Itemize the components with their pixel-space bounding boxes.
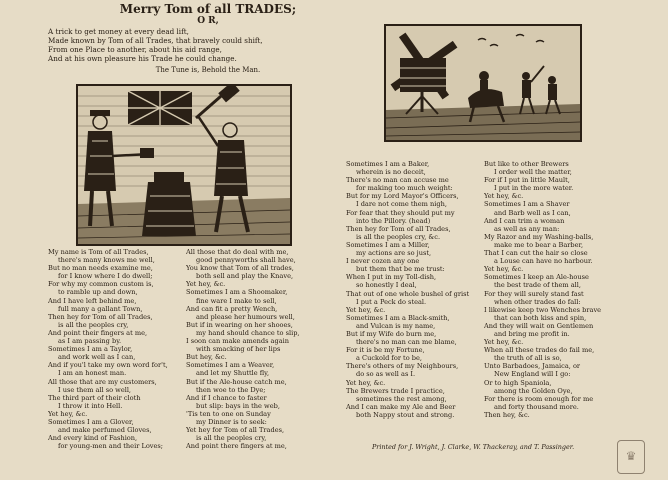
verse-line: I never cozen any one	[346, 257, 420, 266]
verse-line: and Barb well as I can,	[494, 208, 571, 217]
verse-line: And I can make my Ale and Beer	[346, 402, 456, 411]
verse-line: is all the peoples cry,	[196, 434, 267, 443]
verse-line: Sometimes I am a Shoomaker,	[186, 288, 288, 297]
verse-line: I am an honest man.	[58, 369, 127, 378]
imprint-line: Printed for J. Wright, J. Clarke, W. Thackeray, and T. Passinger.	[372, 443, 575, 451]
verse-line: when other trades do fall:	[494, 297, 581, 306]
intro-line: A trick to get money at every dead lift,	[48, 27, 189, 36]
verse-line: do so as well as I.	[356, 370, 416, 379]
verse-line: Sometimes I am a Miller,	[346, 240, 430, 249]
verse-line: I order well the matter,	[494, 168, 572, 177]
verse-line: Sometimes I am a Baker,	[346, 160, 430, 168]
verse-line: My Razor and my Washing-balls,	[484, 232, 594, 241]
verse-line: 'Tis ten to one on Sunday	[186, 409, 271, 418]
intro-line: And at his own pleasure his Trade he could change.	[48, 54, 237, 63]
verse-line: there's many knows me well,	[58, 256, 155, 265]
verse-line: and let my Shuttle fly,	[196, 369, 270, 378]
verse-line: Yet hey, &c.	[484, 192, 524, 201]
verse-line: as well as any man:	[494, 224, 560, 233]
verse-line: Sometimes I am a Glover,	[48, 417, 134, 426]
verse-line: but them that be me trust:	[356, 265, 445, 274]
verse-line: And can fit a pretty Wench,	[186, 304, 278, 313]
verse-line: Sometimes I am a Shaver	[484, 200, 570, 209]
verse-line: and Vulcan is my name,	[356, 321, 436, 330]
verse-line: That out of one whole bushel of grist	[346, 289, 470, 298]
verse-line: and work well as I can,	[58, 353, 136, 362]
verse-line: My name is Tom of all Trades,	[48, 248, 149, 256]
verse-line: Yet hey, &c.	[346, 305, 386, 314]
verse-line: Yet hey, &c.	[484, 265, 524, 274]
verse-line: And if I chance to faster	[186, 393, 267, 402]
verse-line: All those that do deal with me,	[186, 248, 289, 256]
verse-line: then woe to the Dye;	[196, 385, 266, 394]
verse-line: Or to high Spaniola,	[484, 378, 552, 387]
verse-column-1	[48, 248, 182, 450]
woodcut-windmill	[384, 24, 582, 142]
verse-line: good pennyworths shall have,	[196, 256, 296, 265]
verse-line: I throw it into Hell.	[58, 401, 123, 410]
verse-line: fine ware I make to sell,	[196, 296, 277, 305]
woodcut-smiths-drawing	[78, 86, 290, 244]
verse-line: There's no man can accuse me	[346, 176, 449, 185]
verse-line: I likewise keep two Wenches brave	[484, 305, 602, 314]
verse-line: And every kind of Fashion,	[48, 434, 138, 443]
verse-line: and make perfumed Gloves,	[58, 426, 152, 435]
verse-line: both Nappy stout and strong.	[356, 410, 455, 419]
verse-line: but slip: bays in the web,	[196, 401, 280, 410]
verse-column-3	[346, 160, 482, 419]
or-line: O R,	[197, 16, 219, 26]
ballad-title: Merry Tom of all TRADES;	[119, 2, 297, 16]
verse-line: And I can trim a woman	[484, 216, 565, 225]
woodcut-smiths	[76, 84, 292, 246]
verse-line: sometimes the rest among,	[356, 394, 447, 403]
intro-line: Made known by Tom of all Trades, that bravely could shift,	[48, 36, 263, 45]
verse-line: But if my Wife do burn me,	[346, 329, 437, 338]
verse-line: my Dinner is to seek:	[196, 417, 267, 426]
verse-line: the truth of all is so,	[494, 354, 562, 363]
verse-line: But if the Ale-house catch me,	[186, 377, 287, 386]
verse-line: New England will I go:	[494, 370, 571, 379]
verse-line: as I am passing by.	[58, 337, 122, 346]
verse-line: For it is be my Fortune,	[346, 346, 425, 355]
verse-line: both sell and play the Knave,	[196, 272, 294, 281]
verse-line: That I can cut the hair so close	[484, 249, 588, 258]
verse-line: The Brewers trade I practice,	[346, 386, 445, 395]
verse-line: Sometimes I am a Weaver,	[186, 361, 275, 370]
verse-line: into the Pillory. (head)	[356, 216, 431, 225]
verse-line: the best trade of them all,	[494, 281, 581, 290]
verse-line: I dare not come them nigh,	[356, 200, 447, 209]
intro-verse	[48, 27, 378, 63]
verse-line: You know that Tom of all trades,	[186, 264, 294, 273]
verse-line: my actions are so just,	[356, 249, 432, 258]
verse-line: And point there fingers at me,	[186, 442, 287, 451]
verse-line: make me to bear a Barber,	[494, 240, 584, 249]
verse-line: And point their fingers at me,	[48, 328, 148, 337]
verse-line: for making too much weight:	[356, 184, 453, 193]
verse-line: I use them all so well,	[58, 385, 132, 394]
verse-line: wherein is no deceit,	[356, 168, 426, 177]
verse-line: so honestly I deal,	[356, 281, 417, 290]
verse-line: there's no man can me blame,	[356, 338, 457, 347]
verse-line: Yet hey, &c.	[484, 338, 524, 347]
verse-line: is all the peoples cry, &c.	[356, 232, 441, 241]
verse-line: All those that are my customers,	[48, 377, 157, 386]
verse-line: But hey, &c.	[186, 353, 227, 362]
verse-line: But for my Lord Mayor's Officers,	[346, 192, 459, 201]
verse-line: Yet hey, &c.	[48, 409, 88, 418]
verse-line: Yet hey, &c.	[346, 378, 386, 387]
verse-line: When I put in my Toll-dish,	[346, 273, 437, 282]
verse-line: And they will wait on Gentlemen	[484, 321, 594, 330]
verse-line: For if I put in little Mault,	[484, 176, 570, 185]
verse-line: Unto Barbadoes, Jamaica, or	[484, 362, 581, 371]
verse-line: There's others of my Neighbours,	[346, 362, 459, 371]
verse-line: I soon can make amends again	[186, 337, 289, 346]
verse-line: is all the peoples cry,	[58, 320, 129, 329]
verse-line: For they will surely stand fast	[484, 289, 584, 298]
verse-line: For why my common custom is,	[48, 280, 154, 289]
verse-line: Then hey, &c.	[484, 410, 530, 419]
verse-column-4	[484, 160, 624, 419]
verse-line: Sometimes I am a Black-smith,	[346, 313, 450, 322]
verse-line: for I know where I do dwell;	[58, 272, 153, 281]
verse-line: and forty thousand more.	[494, 402, 579, 411]
verse-line: But no man needs examine me,	[48, 264, 153, 273]
verse-line: But like to other Brewers	[484, 160, 569, 168]
verse-line: For there is room enough for me	[484, 394, 594, 403]
verse-line: to ramble up and down,	[58, 288, 138, 297]
verse-line: among the Golden Oye,	[494, 386, 573, 395]
verse-line: and please her humours well,	[196, 312, 295, 321]
verse-line: Yet hey for Tom of all Trades,	[186, 426, 285, 435]
verse-line: with smacking of her lips	[196, 345, 281, 354]
verse-line: And if you'l take my own word for't,	[48, 361, 168, 370]
library-stamp: ♛	[617, 440, 645, 474]
verse-line: a Louse can have no harbour.	[494, 257, 593, 266]
woodcut-windmill-drawing	[386, 26, 580, 140]
verse-line: and bring me profit in.	[494, 329, 570, 338]
verse-line: my hand should chance to slip,	[196, 328, 300, 337]
verse-line: Sometimes I keep an Ale-house	[484, 273, 589, 282]
verse-line: I put in the more water.	[494, 184, 574, 193]
verse-column-2	[186, 248, 334, 450]
verse-line: that can both kiss and spin,	[494, 313, 587, 322]
verse-line: a Cuckold for to be,	[356, 354, 422, 363]
intro-line: From one Place to another, about his aid range,	[48, 45, 222, 54]
verse-line: full many a gallant Town,	[58, 304, 143, 313]
verse-line: The third part of their cloth	[48, 393, 141, 402]
verse-line: I put a Peck do steal.	[356, 297, 427, 306]
verse-line: Then hey for Tom of all Trades,	[346, 224, 451, 233]
verse-line: for young-men and their Loves;	[58, 442, 164, 451]
verse-line: Then hey for Tom of all Trades,	[48, 312, 153, 321]
verse-line: And I have left behind me,	[48, 296, 137, 305]
verse-line: But if in wearing on her shooes,	[186, 320, 293, 329]
verse-line: For fear that they should put my	[346, 208, 455, 217]
verse-line: Sometimes I am a Taylor,	[48, 345, 133, 354]
verse-line: Yet hey, &c.	[186, 280, 226, 289]
tune-line: The Tune is, Behold the Man.	[155, 66, 261, 74]
verse-line: When all these trades do fail me,	[484, 346, 595, 355]
